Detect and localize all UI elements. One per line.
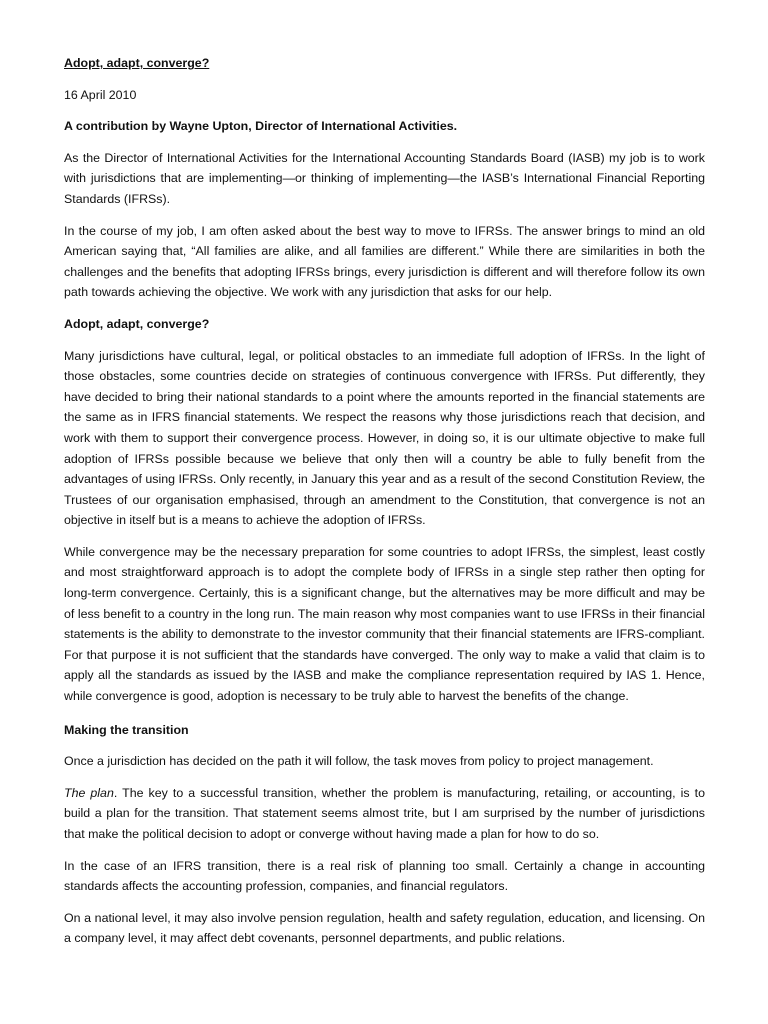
paragraph-intro: As the Director of International Activities for the International Accounting Standards Board (IASB) my job is to work with jurisdictions that are implementing—or thinking of implementing—the IASB’s International Financial Reporting Standards (IFRSs). [64,150,705,206]
section-heading-making-transition: Making the transition [64,722,189,737]
paragraph-policy-to-project: Once a jurisdiction has decided on the path it will follow, the task moves from policy to project management. [64,754,654,769]
document-date: 16 April 2010 [64,87,137,102]
paragraph-obstacles: Many jurisdictions have cultural, legal, or political obstacles to an immediate full adoption of IFRSs. In the light of those obstacles, some countries decide on strategies of continuous convergence with IFRSs. Put differently, they have decided to bring their national standards to a point where the amounts reported in the financial statements are the same as in IFRS financial statements. We respect the reasons why those jurisdictions reach that decision, and work with them to support their convergence process. However, in doing so, it is our ultimate objective to make full adoption of IFRSs possible because we believe that only then will a country be able to fully benefit from the advantages of using IFRSs. Only recently, in January this year and as a result of the second Constitution Review, the Trustees of our organisation emphasised, through an amendment to the Constitution, that convergence is not an objective in itself but is a means to achieve the adoption of IFRSs. [64,348,705,528]
document-byline: A contribution by Wayne Upton, Director of International Activities. [64,119,458,134]
paragraph-national-level: On a national level, it may also involve pension regulation, health and safety regulation, education, and licensing. On a company level, it may affect debt covenants, personnel departments, and public relations. [64,910,705,946]
paragraph-planning-too-small: In the case of an IFRS transition, there is a real risk of planning too small. Certainly a change in accounting standards affects the accounting profession, companies, and financial regulators. [64,858,705,894]
paragraph-the-plan [64,783,705,845]
the-plan-lead: The plan [64,785,114,800]
paragraph-course-of-job: In the course of my job, I am often asked about the best way to move to IFRSs. The answer brings to mind an old American saying that, “All families are alike, and all families are different.” While there are similarities in both the challenges and the benefits that adopting IFRSs brings, every jurisdiction is different and will therefore follow its own path towards achieving the objective. We work with any jurisdiction that asks for our help. [64,223,705,300]
section-heading-adopt-adapt-converge: Adopt, adapt, converge? [64,316,210,331]
paragraph-convergence-preparation: While convergence may be the necessary preparation for some countries to adopt IFRSs, the simplest, least costly and most straightforward approach is to adopt the complete body of IFRSs in a single step rather then opting for long-term convergence. Certainly, this is a significant change, but the alternatives may be more difficult and may be of less benefit to a country in the long run. The main reason why most companies want to use IFRSs in their financial statements is the ability to demonstrate to the investor community that their financial statements are IFRS-compliant. For that purpose it is not sufficient that the standards have converged. The only way to make a valid that claim is to apply all the standards as issued by the IASB and make the compliance representation required by IAS 1. Hence, while convergence is good, adoption is necessary to be truly able to harvest the benefits of the change. [64,544,705,704]
document-title: Adopt, adapt, converge? [64,56,210,70]
the-plan-body: . The key to a successful transition, whether the problem is manufacturing, retailing, or accounting, is to build a plan for the transition. That statement seems almost trite, but I am surprised by the number of jurisdictions that make the political decision to adopt or converge without having made a plan for how to do so. [64,785,705,841]
